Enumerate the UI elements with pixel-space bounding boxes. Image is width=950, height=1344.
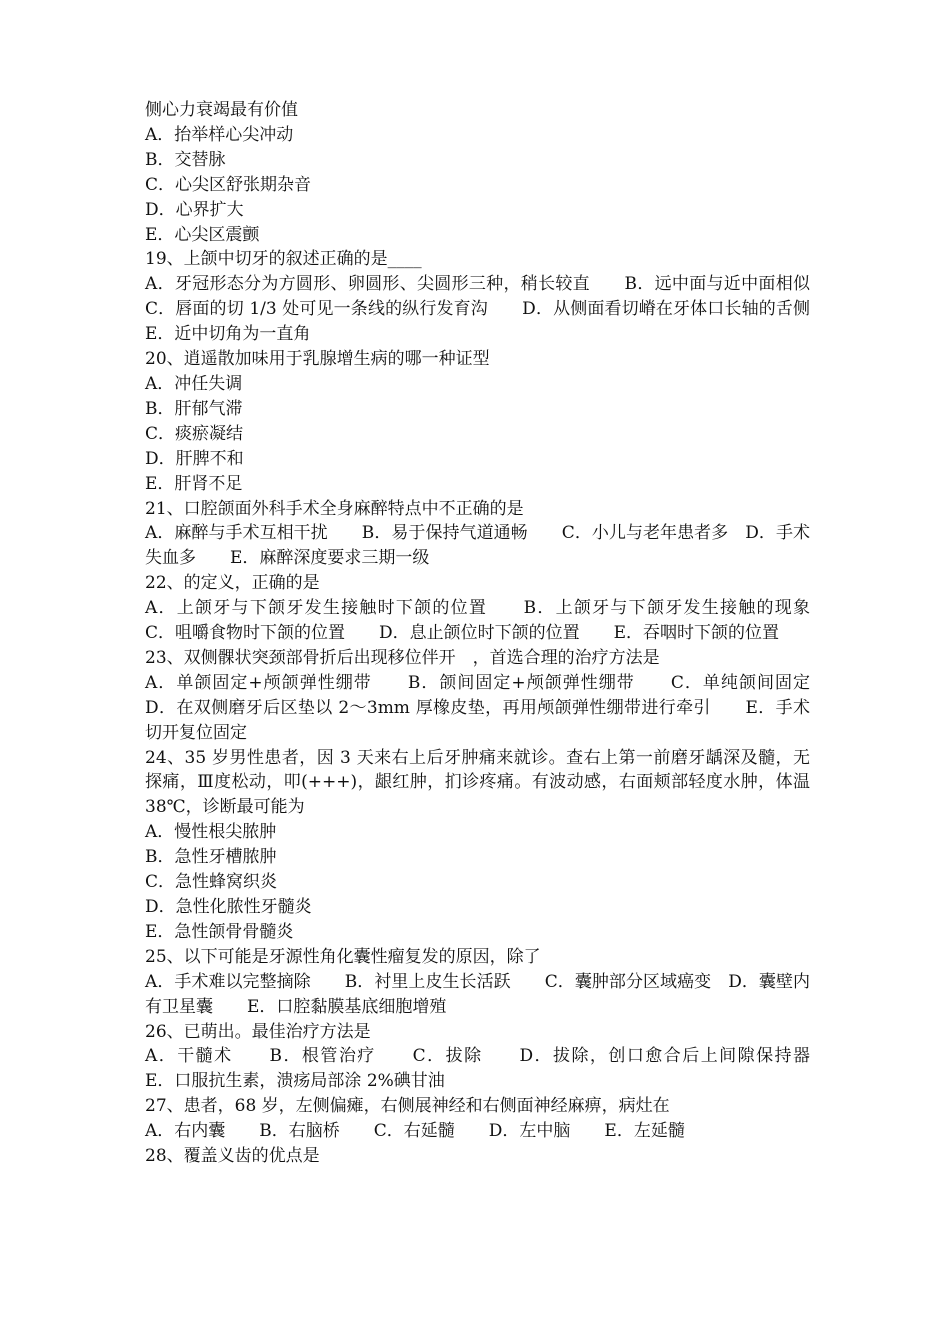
- option-b: B．交替脉: [145, 149, 226, 170]
- question-20: [145, 347, 810, 496]
- question-options: A．手术难以完整摘除 B．衬里上皮生长活跃 C．囊肿部分区域癌变 D．囊壁内有卫星囊 E．口腔黏膜基底细胞增殖: [145, 971, 810, 1017]
- question-stem: 28、覆盖义齿的优点是: [145, 1146, 320, 1167]
- option-e: E．心尖区震颤: [145, 224, 260, 245]
- question-22: [145, 571, 844, 646]
- question-stem: 19、上颌中切牙的叙述正确的是____: [145, 249, 422, 270]
- question-options: A．单颌固定+颅颌弹性绷带 B．颌间固定+颅颌弹性绷带 C．单纯颌间固定 D．在双侧磨牙后区垫以 2～3mm 厚橡皮垫，再用颅颌弹性绷带进行牵引 E．手术切开复位固定: [145, 672, 844, 743]
- option-b: B．肝郁气滞: [145, 398, 243, 419]
- question-28: [145, 1144, 810, 1169]
- question-stem: 25、以下可能是牙源性角化囊性瘤复发的原因，除了: [145, 946, 541, 967]
- question-stem: 27、患者，68 岁，左侧偏瘫，右侧展神经和右侧面神经麻痹，病灶在: [145, 1096, 670, 1117]
- question-stem: 23、双侧髁状突颈部骨折后出现移位伴开 ，首选合理的治疗方法是: [145, 647, 660, 668]
- question-options: A．上颌牙与下颌牙发生接触时下颌的位置 B．上颌牙与下颌牙发生接触的现象 C．咀嚼食物时下颌的位置 D．息止颌位时下颌的位置 E．吞咽时下颌的位置: [145, 598, 844, 644]
- option-e: E．急性颌骨骨髓炎: [145, 921, 294, 942]
- option-d: D．急性化脓性牙髓炎: [145, 897, 312, 917]
- question-stem: 21、口腔颌面外科手术全身麻醉特点中不正确的是: [145, 498, 524, 519]
- question-stem: 24、35 岁男性患者，因 3 天来右上后牙肿痛来就诊。查右上第一前磨牙龋深及髓，无探痛，Ⅲ度松动，叩(+++)，龈红肿，扪诊疼痛。有波动感，右面颊部轻度水肿，体温 38℃，诊断最可能为: [145, 747, 810, 818]
- option-c: C．心尖区舒张期杂音: [145, 174, 312, 195]
- question-26: [145, 1020, 844, 1095]
- question-27: [145, 1094, 810, 1144]
- question-23: [145, 646, 844, 746]
- option-c: C．痰瘀凝结: [145, 423, 244, 444]
- question-options: A．右内囊 B．右脑桥 C．右延髓 D．左中脑 E．左延髓: [145, 1121, 685, 1142]
- question-stem: 20、逍遥散加味用于乳腺增生病的哪一种证型: [145, 349, 490, 370]
- question-18-tail: [145, 98, 810, 247]
- question-options: A．牙冠形态分为方圆形、卵圆形、尖圆形三种，稍长较直 B．远中面与近中面相似 C．唇面的切 1/3 处可见一条线的纵行发育沟 D．从侧面看切嵴在牙体口长轴的舌侧 E．近中切角为一直角: [145, 274, 844, 345]
- option-d: D．心界扩大: [145, 199, 244, 220]
- option-c: C．急性蜂窝织炎: [145, 872, 278, 893]
- question-25: [145, 945, 810, 1020]
- option-a: A．抬举样心尖冲动: [145, 124, 294, 145]
- option-e: E．肝肾不足: [145, 473, 243, 494]
- question-stem: 22、的定义，正确的是: [145, 573, 320, 594]
- option-a: A．慢性根尖脓肿: [145, 822, 277, 843]
- question-stem: 26、已萌出。最佳治疗方法是: [145, 1021, 371, 1042]
- document-page: [145, 98, 844, 1169]
- option-d: D．肝脾不和: [145, 448, 244, 469]
- question-options: A．干髓术 B．根管治疗 C．拔除 D．拔除，创口愈合后上间隙保持器 E．口服抗生素，溃疡局部涂 2%碘甘油: [145, 1046, 844, 1092]
- question-stem: 侧心力衰竭最有价值: [145, 100, 298, 120]
- question-19: [145, 247, 844, 347]
- option-a: A．冲任失调: [145, 373, 243, 394]
- question-24: [145, 746, 810, 945]
- option-b: B．急性牙槽脓肿: [145, 847, 277, 868]
- question-options: A．麻醉与手术互相干扰 B．易于保持气道通畅 C．小儿与老年患者多 D．手术失血多 E．麻醉深度要求三期一级: [145, 523, 810, 569]
- question-21: [145, 497, 810, 572]
